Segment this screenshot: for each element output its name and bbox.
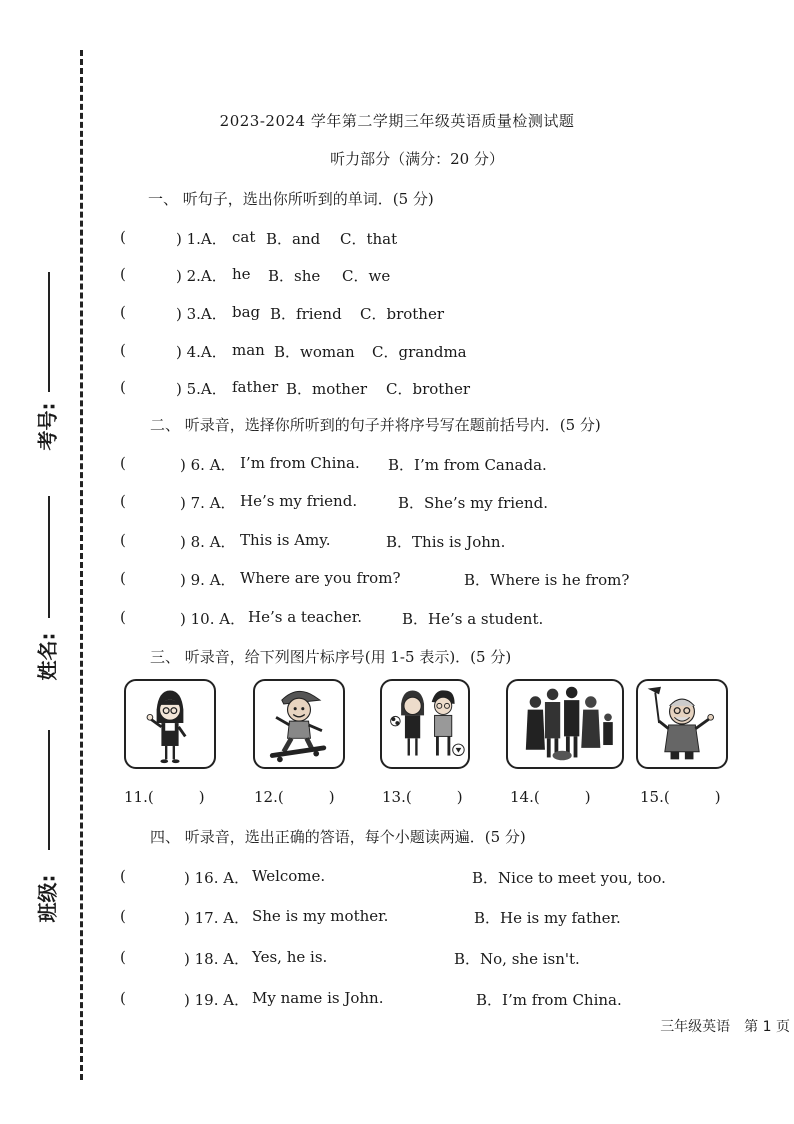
section4-heading: 四、 听录音，选出正确的答语，每个小题读两遍．(5 分) <box>150 828 526 846</box>
picture-girl <box>124 679 216 769</box>
picture-boy-skateboard <box>253 679 345 769</box>
question-number: ) 7. A． <box>180 494 236 512</box>
answer-bracket[interactable]: ( <box>120 907 126 925</box>
exam-title: 2023-2024 学年第二学期三年级英语质量检测试题 <box>219 112 575 130</box>
question-number: ) 16. A． <box>184 869 250 887</box>
option-a: Welcome. <box>252 867 326 885</box>
option-b: B．Nice to meet you, too. <box>472 869 666 887</box>
option-b: B．and <box>266 230 321 248</box>
question-row <box>120 454 600 476</box>
option-b: B．I’m from Canada. <box>388 456 547 474</box>
question-row <box>120 989 680 1011</box>
question-row <box>120 569 640 591</box>
option-b: B．She’s my friend. <box>398 494 548 512</box>
answer-bracket[interactable]: ( <box>120 303 126 321</box>
question-row <box>120 303 460 325</box>
section2-heading: 二、 听录音，选择你所听到的句子并将序号写在题前括号内．(5 分) <box>150 416 601 434</box>
option-a: Where are you from? <box>240 569 401 587</box>
option-b: B．friend <box>270 305 342 323</box>
option-b: B．she <box>268 267 321 285</box>
question-number: ) 8. A． <box>180 533 236 551</box>
question-number: ) 19. A． <box>184 991 250 1009</box>
question-row <box>120 341 480 363</box>
question-row <box>120 867 680 889</box>
option-b: B．mother <box>286 380 368 398</box>
option-a: bag <box>232 303 261 321</box>
option-a: This is Amy. <box>240 531 331 549</box>
answer-bracket[interactable]: ( <box>120 492 126 510</box>
question-number: ) 4.A． <box>176 343 227 361</box>
answer-bracket[interactable]: ( <box>120 228 126 246</box>
question-number: ) 17. A． <box>184 909 250 927</box>
option-a: My name is John. <box>252 989 384 1007</box>
option-b: B．He’s a student. <box>402 610 544 628</box>
picture-label[interactable]: 12.( ) <box>254 788 335 806</box>
option-b: B．This is John. <box>386 533 506 551</box>
exam-subtitle: 听力部分（满分：20 分） <box>330 150 504 168</box>
question-number: ) 2.A． <box>176 267 227 285</box>
option-a: cat <box>232 228 256 246</box>
kaohao-label: 考号: <box>35 402 60 451</box>
option-b: B．Where is he from? <box>464 571 630 589</box>
option-a: Yes, he is. <box>252 948 328 966</box>
picture-family <box>506 679 624 769</box>
option-c: C．that <box>340 230 398 248</box>
question-row <box>120 228 420 250</box>
answer-bracket[interactable]: ( <box>120 867 126 885</box>
answer-bracket[interactable]: ( <box>120 608 126 626</box>
option-b: B．woman <box>274 343 355 361</box>
option-b: B．I’m from China. <box>476 991 622 1009</box>
option-a: father <box>232 378 279 396</box>
answer-bracket[interactable]: ( <box>120 454 126 472</box>
answer-bracket[interactable]: ( <box>120 265 126 283</box>
question-row <box>120 531 600 553</box>
grandpa-illustration <box>638 681 726 767</box>
question-row <box>120 492 600 514</box>
question-row <box>120 948 680 970</box>
option-c: C．brother <box>360 305 445 323</box>
answer-bracket[interactable]: ( <box>120 989 126 1007</box>
question-number: ) 1.A． <box>176 230 227 248</box>
picture-label[interactable]: 11.( ) <box>124 788 205 806</box>
xingming-label: 姓名: <box>35 632 60 681</box>
answer-bracket[interactable]: ( <box>120 341 126 359</box>
picture-label[interactable]: 15.( ) <box>640 788 721 806</box>
picture-boy-and-girl <box>380 679 470 769</box>
question-row <box>120 265 420 287</box>
answer-bracket[interactable]: ( <box>120 569 126 587</box>
two-children-illustration <box>382 681 468 767</box>
option-a: man <box>232 341 265 359</box>
question-number: ) 6. A． <box>180 456 236 474</box>
answer-bracket[interactable]: ( <box>120 531 126 549</box>
girl-illustration <box>126 681 214 767</box>
question-number: ) 3.A． <box>176 305 227 323</box>
answer-bracket[interactable]: ( <box>120 948 126 966</box>
family-illustration <box>508 681 622 767</box>
question-row <box>120 378 480 400</box>
option-a: She is my mother. <box>252 907 389 925</box>
skateboard-boy-illustration <box>255 681 343 767</box>
question-number: ) 18. A． <box>184 950 250 968</box>
question-row <box>120 608 600 630</box>
picture-label[interactable]: 14.( ) <box>510 788 591 806</box>
question-number: ) 9. A． <box>180 571 236 589</box>
question-row <box>120 907 680 929</box>
question-number: ) 10. A． <box>180 610 246 628</box>
option-a: He’s a teacher. <box>248 608 362 626</box>
answer-bracket[interactable]: ( <box>120 378 126 396</box>
option-c: C．brother <box>386 380 471 398</box>
option-c: C．we <box>342 267 391 285</box>
xingming-blank-line <box>48 496 50 618</box>
binding-dashed-line <box>80 50 83 1080</box>
option-b: B．No, she isn't. <box>454 950 580 968</box>
kaohao-blank-line <box>48 272 50 392</box>
option-a: He’s my friend. <box>240 492 358 510</box>
picture-grandpa-flag <box>636 679 728 769</box>
option-c: C．grandma <box>372 343 467 361</box>
option-a: I’m from China. <box>240 454 360 472</box>
option-b: B．He is my father. <box>474 909 621 927</box>
banji-label: 班级: <box>35 874 60 923</box>
banji-blank-line <box>48 730 50 850</box>
page-footer: 三年级英语 第 1 页 <box>660 1019 790 1035</box>
question-number: ) 5.A． <box>176 380 227 398</box>
section3-heading: 三、 听录音，给下列图片标序号(用 1-5 表示)．(5 分) <box>150 648 512 666</box>
picture-label[interactable]: 13.( ) <box>382 788 463 806</box>
section1-heading: 一、 听句子，选出你所听到的单词．(5 分) <box>148 190 434 208</box>
option-a: he <box>232 265 251 283</box>
